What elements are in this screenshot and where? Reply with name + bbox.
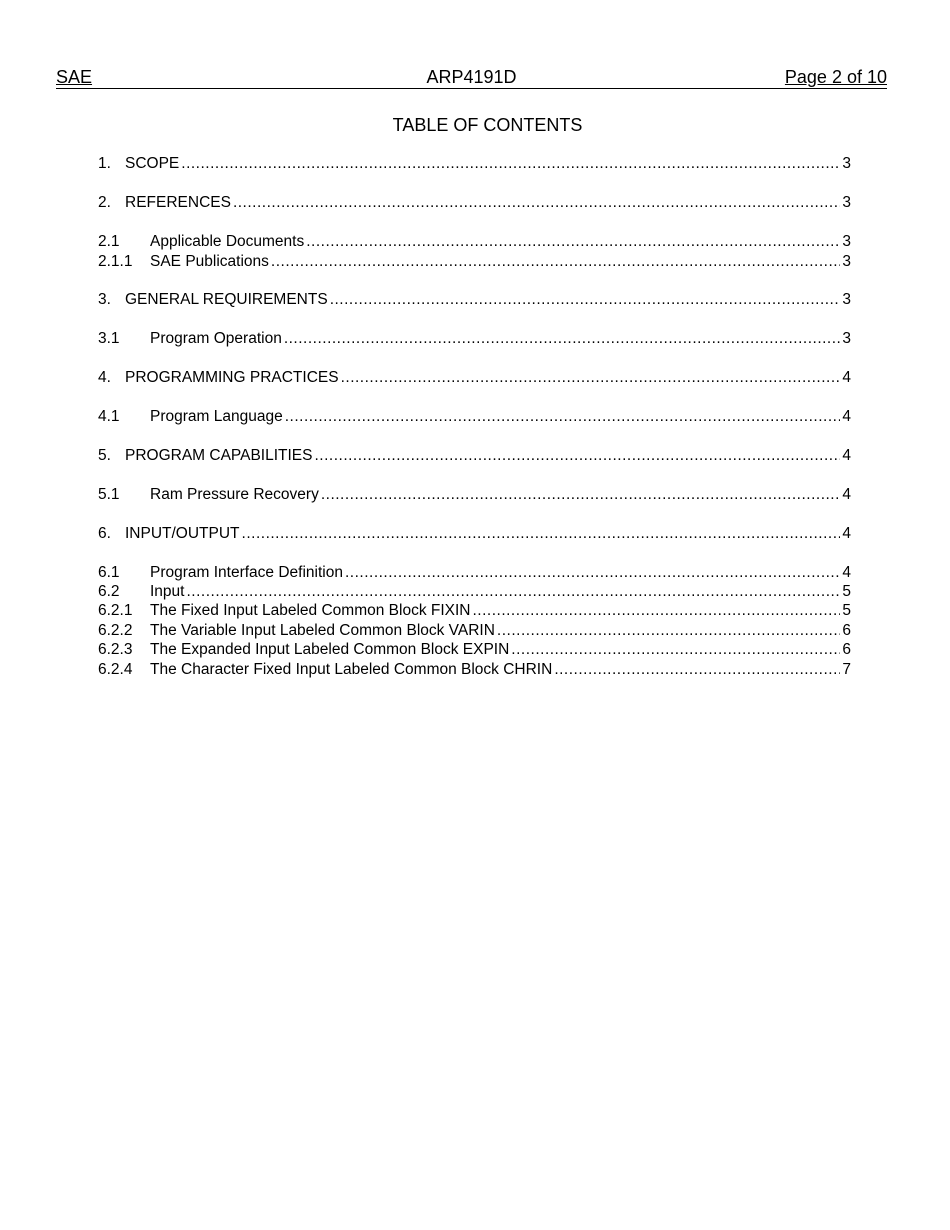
toc-entry-title: Program Interface Definition <box>150 564 343 581</box>
toc-entry-page: 3 <box>842 330 851 347</box>
toc-entry-page: 3 <box>842 155 851 172</box>
toc-entry-number: 4.1 <box>98 408 120 425</box>
toc-leader-dots <box>314 446 840 465</box>
toc-entry-number: 6.2.3 <box>98 641 133 658</box>
toc-entry-page: 6 <box>842 641 851 658</box>
toc-entry-title: INPUT/OUTPUT <box>125 525 240 542</box>
toc-entry-title: The Variable Input Labeled Common Block VARIN <box>150 622 495 639</box>
toc-leader-dots <box>271 252 840 271</box>
toc-entry-title: Program Operation <box>150 330 282 347</box>
toc-entry-number: 6. <box>98 525 111 542</box>
toc-entry-title: SAE Publications <box>150 253 269 270</box>
toc-entry-page: 4 <box>842 369 851 386</box>
toc-leader-dots <box>321 485 841 504</box>
toc-entry-number: 6.1 <box>98 564 120 581</box>
toc-entry-number: 5.1 <box>98 486 120 503</box>
toc-entry-number: 2.1.1 <box>98 253 133 270</box>
header-org: SAE <box>56 67 93 87</box>
toc-entry-title: Ram Pressure Recovery <box>150 486 319 503</box>
toc-leader-dots <box>242 524 841 543</box>
toc-entry <box>98 368 851 387</box>
toc-entry <box>98 524 851 543</box>
toc-entry <box>98 563 851 582</box>
toc-entry-title: PROGRAM CAPABILITIES <box>125 447 313 464</box>
toc-entry <box>98 252 851 271</box>
page-header <box>56 66 887 89</box>
toc-entry <box>98 329 851 348</box>
toc-entry-title: GENERAL REQUIREMENTS <box>125 291 328 308</box>
toc-entry-number: 6.2.4 <box>98 661 133 678</box>
toc-leader-dots <box>554 660 840 679</box>
toc-entry-page: 5 <box>842 583 851 600</box>
toc-entry-number: 2. <box>98 194 111 211</box>
toc-leader-dots <box>285 407 841 426</box>
toc-entry <box>98 446 851 465</box>
toc-entry-number: 3. <box>98 291 111 308</box>
toc-entry <box>98 660 851 679</box>
toc-entry-page: 6 <box>842 622 851 639</box>
toc-entry <box>98 601 851 620</box>
toc-entry <box>98 621 851 640</box>
toc-entry-title: Applicable Documents <box>150 233 305 250</box>
toc-entry-number: 4. <box>98 369 111 386</box>
toc-entry-title: SCOPE <box>125 155 180 172</box>
toc-entry-page: 5 <box>842 602 851 619</box>
toc-entry <box>98 485 851 504</box>
toc-leader-dots <box>511 640 840 659</box>
toc-entry-page: 3 <box>842 253 851 270</box>
toc-entry-page: 4 <box>842 564 851 581</box>
toc-entry <box>98 154 851 173</box>
toc-leader-dots <box>341 368 841 387</box>
toc-leader-dots <box>233 193 840 212</box>
toc-entry <box>98 232 851 251</box>
toc-leader-dots <box>306 232 840 251</box>
toc-entry-title: PROGRAMMING PRACTICES <box>125 369 339 386</box>
toc-entry-page: 4 <box>842 408 851 425</box>
toc-entry-title: Program Language <box>150 408 283 425</box>
toc-entry <box>98 640 851 659</box>
toc-entry-title: The Fixed Input Labeled Common Block FIXIN <box>150 602 471 619</box>
toc-entry-number: 6.2 <box>98 583 120 600</box>
toc-entry-page: 7 <box>842 661 851 678</box>
toc-entry <box>98 193 851 212</box>
toc-leader-dots <box>497 621 840 640</box>
toc-entry-number: 3.1 <box>98 330 120 347</box>
toc-entry-number: 6.2.1 <box>98 602 133 619</box>
toc-entry-page: 4 <box>842 525 851 542</box>
toc-entry-number: 5. <box>98 447 111 464</box>
toc-entry-number: 6.2.2 <box>98 622 133 639</box>
toc-entry-page: 3 <box>842 291 851 308</box>
toc-entry-number: 1. <box>98 155 111 172</box>
toc-leader-dots <box>181 154 840 173</box>
toc-entry-number: 2.1 <box>98 233 120 250</box>
toc-entry-page: 3 <box>842 194 851 211</box>
toc-leader-dots <box>330 290 841 309</box>
toc-entry <box>98 407 851 426</box>
header-doc-number: ARP4191D <box>426 67 517 87</box>
toc-leader-dots <box>284 329 841 348</box>
toc-entry-page: 3 <box>842 233 851 250</box>
toc-leader-dots <box>345 563 840 582</box>
toc-title: TABLE OF CONTENTS <box>392 115 583 135</box>
toc-leader-dots <box>472 601 840 620</box>
header-page-number: Page 2 of 10 <box>784 67 887 87</box>
toc-entry-title: REFERENCES <box>125 194 231 211</box>
toc-entry-title: Input <box>150 583 185 600</box>
toc-leader-dots <box>186 582 840 601</box>
toc-entry-title: The Character Fixed Input Labeled Common Block CHRIN <box>150 661 553 678</box>
toc-entry-page: 4 <box>842 447 851 464</box>
toc-entry-page: 4 <box>842 486 851 503</box>
toc-entry-title: The Expanded Input Labeled Common Block EXPIN <box>150 641 510 658</box>
toc-entry <box>98 290 851 309</box>
toc-entry <box>98 582 851 601</box>
